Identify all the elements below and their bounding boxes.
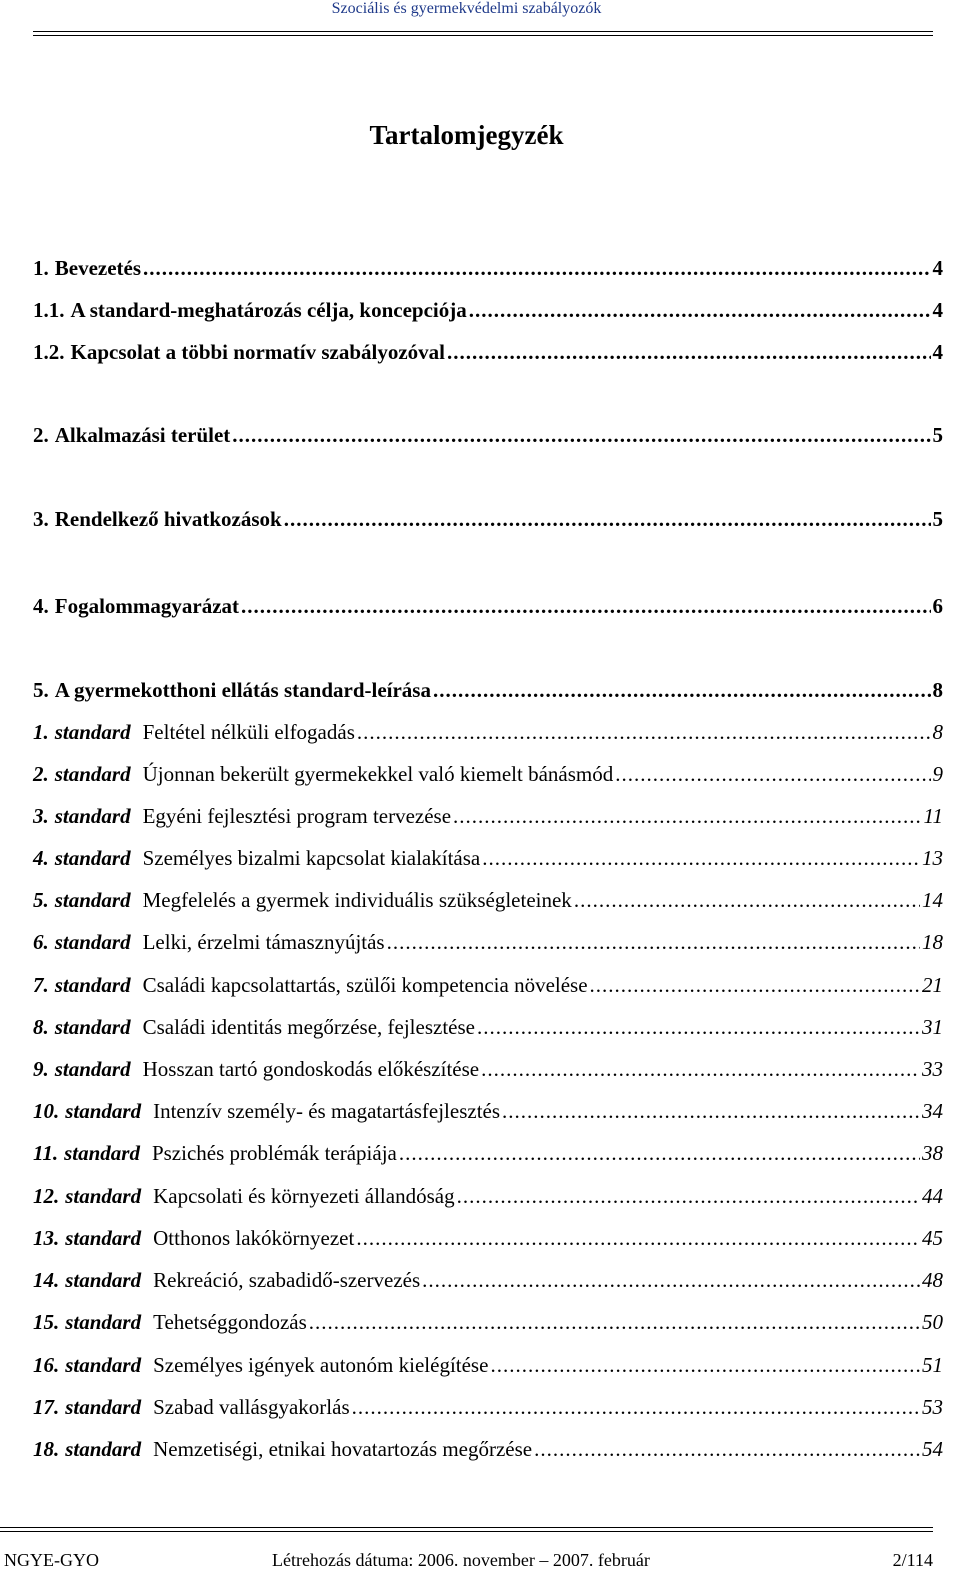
toc-dot-leader — [477, 1011, 920, 1043]
toc-entry[interactable] — [33, 1222, 943, 1254]
page-header — [0, 0, 960, 38]
toc-entry-standard-label: standard — [54, 1057, 131, 1081]
toc-dot-leader — [241, 590, 930, 622]
toc-dot-leader — [481, 1053, 920, 1085]
toc-entry[interactable] — [33, 969, 943, 1001]
toc-dot-leader — [453, 800, 922, 832]
toc-entry-standard-label: standard — [54, 973, 131, 997]
toc-entry-number: 2. — [33, 423, 49, 447]
toc-entry-page: 53 — [922, 1395, 943, 1419]
toc-entry-number: 10. — [33, 1099, 60, 1123]
toc-entry[interactable] — [33, 1391, 943, 1423]
page-title: Tartalomjegyzék — [369, 120, 564, 150]
toc-entry-number: 1.1. — [33, 298, 65, 322]
toc-entry-page: 14 — [922, 888, 943, 912]
toc-entry-standard-label: standard — [65, 1226, 142, 1250]
toc-entry-page: 5 — [932, 423, 943, 447]
toc-dot-leader — [574, 884, 920, 916]
toc-entry-title: Rendelkező hivatkozások — [54, 507, 282, 531]
toc-entry-number: 6. — [33, 930, 49, 954]
toc-entry[interactable] — [33, 590, 943, 622]
toc-entry-page: 21 — [922, 973, 943, 997]
footer-divider — [0, 1527, 933, 1528]
toc-entry-number: 18. — [33, 1437, 60, 1461]
toc-entry[interactable] — [33, 674, 943, 706]
toc-entry-number: 11. — [33, 1141, 59, 1165]
header-title: Szociális és gyermekvédelmi szabályozók — [331, 0, 602, 17]
toc-entry-page: 4 — [932, 340, 943, 364]
toc-entry-standard-label: standard — [65, 1437, 142, 1461]
toc-entry-number: 17. — [33, 1395, 60, 1419]
toc-entry-title: Egyéni fejlesztési program tervezése — [142, 804, 452, 828]
toc-entry-title: Személyes igények autonóm kielégítése — [153, 1353, 489, 1377]
page-footer — [0, 1548, 933, 1572]
toc-entry[interactable] — [33, 1095, 943, 1127]
toc-dot-leader — [352, 1391, 920, 1423]
toc-dot-leader — [387, 926, 920, 958]
toc-entry-title: Intenzív személy- és magatartásfejlesztés — [153, 1099, 501, 1123]
toc-entry-page: 5 — [932, 507, 943, 531]
toc-entry-page: 31 — [922, 1015, 943, 1039]
toc-entry-title: Bevezetés — [54, 256, 142, 280]
toc-dot-leader — [422, 1264, 920, 1296]
toc-entry[interactable] — [33, 1306, 943, 1338]
toc-entry[interactable] — [33, 884, 943, 916]
toc-dot-leader — [615, 758, 930, 790]
toc-entry[interactable] — [33, 842, 943, 874]
footer-page-number: 2/114 — [892, 1550, 933, 1570]
toc-entry[interactable] — [33, 419, 943, 451]
toc-entry-title: Családi kapcsolattartás, szülői kompetencia növelése — [142, 973, 588, 997]
toc-entry-number: 5. — [33, 888, 49, 912]
toc-entry-standard-label: standard — [54, 762, 131, 786]
toc-dot-leader — [433, 674, 931, 706]
toc-entry-number: 2. — [33, 762, 49, 786]
toc-entry-title: Kapcsolat a többi normatív szabályozóval — [70, 340, 446, 364]
toc-dot-leader — [502, 1095, 920, 1127]
toc-entry-title: Szabad vallásgyakorlás — [153, 1395, 350, 1419]
toc-entry-title: A standard-meghatározás célja, koncepciója — [70, 298, 467, 322]
toc-entry-title: Pszichés problémák terápiája — [151, 1141, 397, 1165]
toc-entry-number: 5. — [33, 678, 49, 702]
toc-dot-leader — [482, 842, 920, 874]
toc-entry-page: 8 — [932, 720, 943, 744]
toc-entry-title: Újonnan bekerült gyermekekkel való kiemelt bánásmód — [142, 762, 614, 786]
toc-entry-title: Hosszan tartó gondoskodás előkészítése — [142, 1057, 480, 1081]
toc-entry-title: Családi identitás megőrzése, fejlesztése — [142, 1015, 475, 1039]
toc-entry-number: 1. — [33, 720, 49, 744]
toc-entry-title: Rekreáció, szabadidő-szervezés — [153, 1268, 421, 1292]
header-divider — [33, 31, 933, 32]
toc-dot-leader — [490, 1349, 920, 1381]
toc-entry-title: Lelki, érzelmi támasznyújtás — [142, 930, 385, 954]
toc-dot-leader — [469, 294, 931, 326]
toc-entry[interactable] — [33, 294, 943, 326]
toc-entry-number: 1. — [33, 256, 49, 280]
toc-entry[interactable] — [33, 1053, 943, 1085]
toc-dot-leader — [590, 969, 920, 1001]
toc-entry-number: 1.2. — [33, 340, 65, 364]
toc-entry-page: 38 — [922, 1141, 943, 1165]
toc-entry-page: 13 — [922, 846, 943, 870]
toc-dot-leader — [284, 503, 931, 535]
toc-entry[interactable] — [33, 252, 943, 284]
toc-entry-number: 16. — [33, 1353, 60, 1377]
toc-entry-number: 4. — [33, 594, 49, 618]
toc-entry[interactable] — [33, 758, 943, 790]
toc-entry-page: 4 — [932, 256, 943, 280]
toc-entry[interactable] — [33, 1433, 943, 1465]
toc-dot-leader — [232, 419, 930, 451]
footer-document-code: NGYE-GYO — [4, 1550, 99, 1570]
toc-entry-page: 9 — [932, 762, 943, 786]
toc-entry-page: 33 — [922, 1057, 943, 1081]
toc-entry[interactable] — [33, 1349, 943, 1381]
toc-entry-number: 3. — [33, 804, 49, 828]
toc-entry[interactable] — [33, 503, 943, 535]
toc-entry-number: 13. — [33, 1226, 60, 1250]
toc-entry-standard-label: standard — [65, 1268, 142, 1292]
toc-entry-page: 8 — [932, 678, 943, 702]
toc-dot-leader — [447, 336, 930, 368]
toc-entry[interactable] — [33, 1011, 943, 1043]
toc-entry-number: 8. — [33, 1015, 49, 1039]
toc-entry-title: Kapcsolati és környezeti állandóság — [153, 1184, 455, 1208]
toc-dot-leader — [534, 1433, 920, 1465]
toc-entry-number: 9. — [33, 1057, 49, 1081]
toc-entry-standard-label: standard — [54, 930, 131, 954]
toc-entry[interactable] — [33, 1264, 943, 1296]
header-divider-thin — [33, 35, 933, 36]
toc-entry-number: 15. — [33, 1310, 60, 1334]
toc-entry-title: Személyes bizalmi kapcsolat kialakítása — [142, 846, 481, 870]
toc-entry-page: 48 — [922, 1268, 943, 1292]
toc-entry-standard-label: standard — [65, 1353, 142, 1377]
toc-entry-title: Otthonos lakókörnyezet — [153, 1226, 355, 1250]
toc-entry[interactable] — [33, 1137, 943, 1169]
toc-entry-standard-label: standard — [54, 888, 131, 912]
toc-dot-leader — [356, 1222, 920, 1254]
toc-entry-standard-label: standard — [65, 1099, 142, 1123]
toc-entry-page: 4 — [932, 298, 943, 322]
toc-entry-page: 11 — [923, 804, 943, 828]
toc-entry-standard-label: standard — [65, 1184, 142, 1208]
toc-entry[interactable] — [33, 1180, 943, 1212]
toc-dot-leader — [399, 1137, 920, 1169]
toc-entry-standard-label: standard — [54, 804, 131, 828]
toc-entry-number: 4. — [33, 846, 49, 870]
toc-entry-page: 54 — [922, 1437, 943, 1461]
toc-entry-page: 18 — [922, 930, 943, 954]
toc-entry-standard-label: standard — [54, 846, 131, 870]
toc-entry-standard-label: standard — [54, 720, 131, 744]
toc-entry-page: 44 — [922, 1184, 943, 1208]
toc-entry[interactable] — [33, 336, 943, 368]
toc-entry-standard-label: standard — [65, 1310, 142, 1334]
toc-dot-leader — [309, 1306, 920, 1338]
toc-dot-leader — [143, 252, 930, 284]
toc-entry-page: 51 — [922, 1353, 943, 1377]
toc-entry-standard-label: standard — [65, 1395, 142, 1419]
toc-entry[interactable] — [33, 716, 943, 748]
toc-entry-page: 34 — [922, 1099, 943, 1123]
toc-entry-title: Alkalmazási terület — [54, 423, 231, 447]
toc-entry-standard-label: standard — [64, 1141, 140, 1165]
toc-entry-title: Megfelelés a gyermek individuális szükségleteinek — [142, 888, 572, 912]
toc-entry-page: 45 — [922, 1226, 943, 1250]
toc-entry-title: Tehetséggondozás — [153, 1310, 307, 1334]
toc-dot-leader — [457, 1180, 920, 1212]
toc-entry-number: 12. — [33, 1184, 60, 1208]
toc-entry-title: A gyermekotthoni ellátás standard-leírása — [54, 678, 431, 702]
toc-entry-title: Fogalommagyarázat — [54, 594, 240, 618]
footer-creation-date: Létrehozás dátuma: 2006. november – 2007. február — [272, 1550, 650, 1570]
toc-entry-number: 3. — [33, 507, 49, 531]
footer-divider-thin — [0, 1531, 933, 1532]
toc-entry-page: 6 — [932, 594, 943, 618]
toc-entry-number: 7. — [33, 973, 49, 997]
toc-entry-number: 14. — [33, 1268, 60, 1292]
toc-entry[interactable] — [33, 800, 943, 832]
toc-entry[interactable] — [33, 926, 943, 958]
toc-entry-title: Nemzetiségi, etnikai hovatartozás megőrzése — [153, 1437, 533, 1461]
toc-entry-title: Feltétel nélküli elfogadás — [142, 720, 355, 744]
toc-dot-leader — [357, 716, 931, 748]
toc-entry-page: 50 — [922, 1310, 943, 1334]
toc-entry-standard-label: standard — [54, 1015, 131, 1039]
